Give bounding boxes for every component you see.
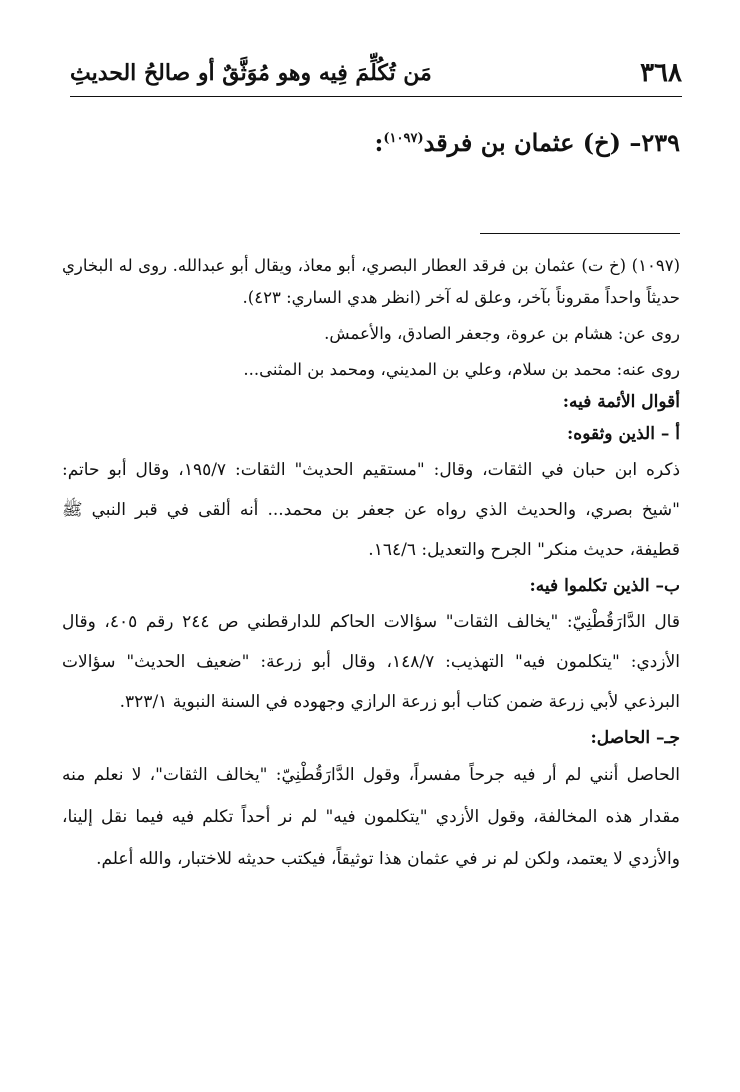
entry-name: ٢٣٩– (خ) عثمان بن فرقد bbox=[423, 128, 680, 157]
footnote-bio: (١٠٩٧) (خ ت) عثمان بن فرقد العطار البصري، أبو معاذ، ويقال أبو عبدالله. روى له البخاري حديثاً واحداً مقروناً بآخر، وعلق له آخر (انظر هدي الساري: ٤٢٣). bbox=[62, 256, 680, 307]
section-c-heading: جـ– الحاصل: bbox=[590, 728, 680, 748]
footnote bbox=[62, 250, 680, 880]
running-title: مَن تُكُلِّمَ فِيه وهو مُوَثَّقٌ أو صالحُ الحديثِ bbox=[70, 60, 432, 86]
page-number: ٣٦٨ bbox=[640, 58, 682, 88]
section-c-text: الحاصل أنني لم أر فيه جرحاً مفسراً، وقول الدَّارَقُطْنِيّ: "يخالف الثقات"، لا نعلم منه مقدار هذه المخالفة، وقول الأزدي "يتكلمون فيه" لم نر أحداً تكلم فيه فيما نقل إلينا، والأزدي لا يعتمد، ولكن لم نر في عثمان هذا توثيقاً، فيكتب حديثه للاختبار، والله أعلم. bbox=[62, 765, 680, 869]
section-a-heading: أ – الذين وثقوه: bbox=[567, 424, 680, 444]
narrated-from: روى عن: هشام بن عروة، وجعفر الصادق، والأعمش. bbox=[324, 324, 680, 343]
imams-heading: أقوال الأئمة فيه: bbox=[562, 392, 680, 412]
section-b-text: قال الدَّارَقُطْنِيّ: "يخالف الثقات" سؤالات الحاكم للدارقطني ص ٢٤٤ رقم ٤٠٥، وقال الأزدي: "يتكلمون فيه" التهذيب: ١٤٨/٧، وقال أبو زرعة: "ضعيف الحديث" سؤالات البرذعي لأبي زرعة ضمن كتاب أبو زرعة الرازي وجهوده في السنة النبوية ٣٢٣/١. bbox=[62, 612, 680, 712]
page-header bbox=[70, 58, 682, 96]
entry-colon: : bbox=[374, 128, 384, 157]
footnote-rule bbox=[480, 233, 680, 234]
entry-title bbox=[60, 128, 680, 157]
header-rule bbox=[70, 96, 682, 97]
narrated-by: روى عنه: محمد بن سلام، وعلي بن المديني، ومحمد بن المثنى... bbox=[243, 360, 680, 379]
footnote-ref: (١٠٩٧) bbox=[383, 131, 424, 146]
section-b-heading: ب– الذين تكلموا فيه: bbox=[529, 576, 680, 596]
section-a-text: ذكره ابن حبان في الثقات، وقال: "مستقيم الحديث" الثقات: ١٩٥/٧، وقال أبو حاتم: "شيخ بصري، والحديث الذي رواه عن جعفر بن محمد... أنه ألقى في قبر النبي ﷺ قطيفة، حديث منكر" الجرح والتعديل: ١٦٤/٦. bbox=[62, 460, 681, 560]
